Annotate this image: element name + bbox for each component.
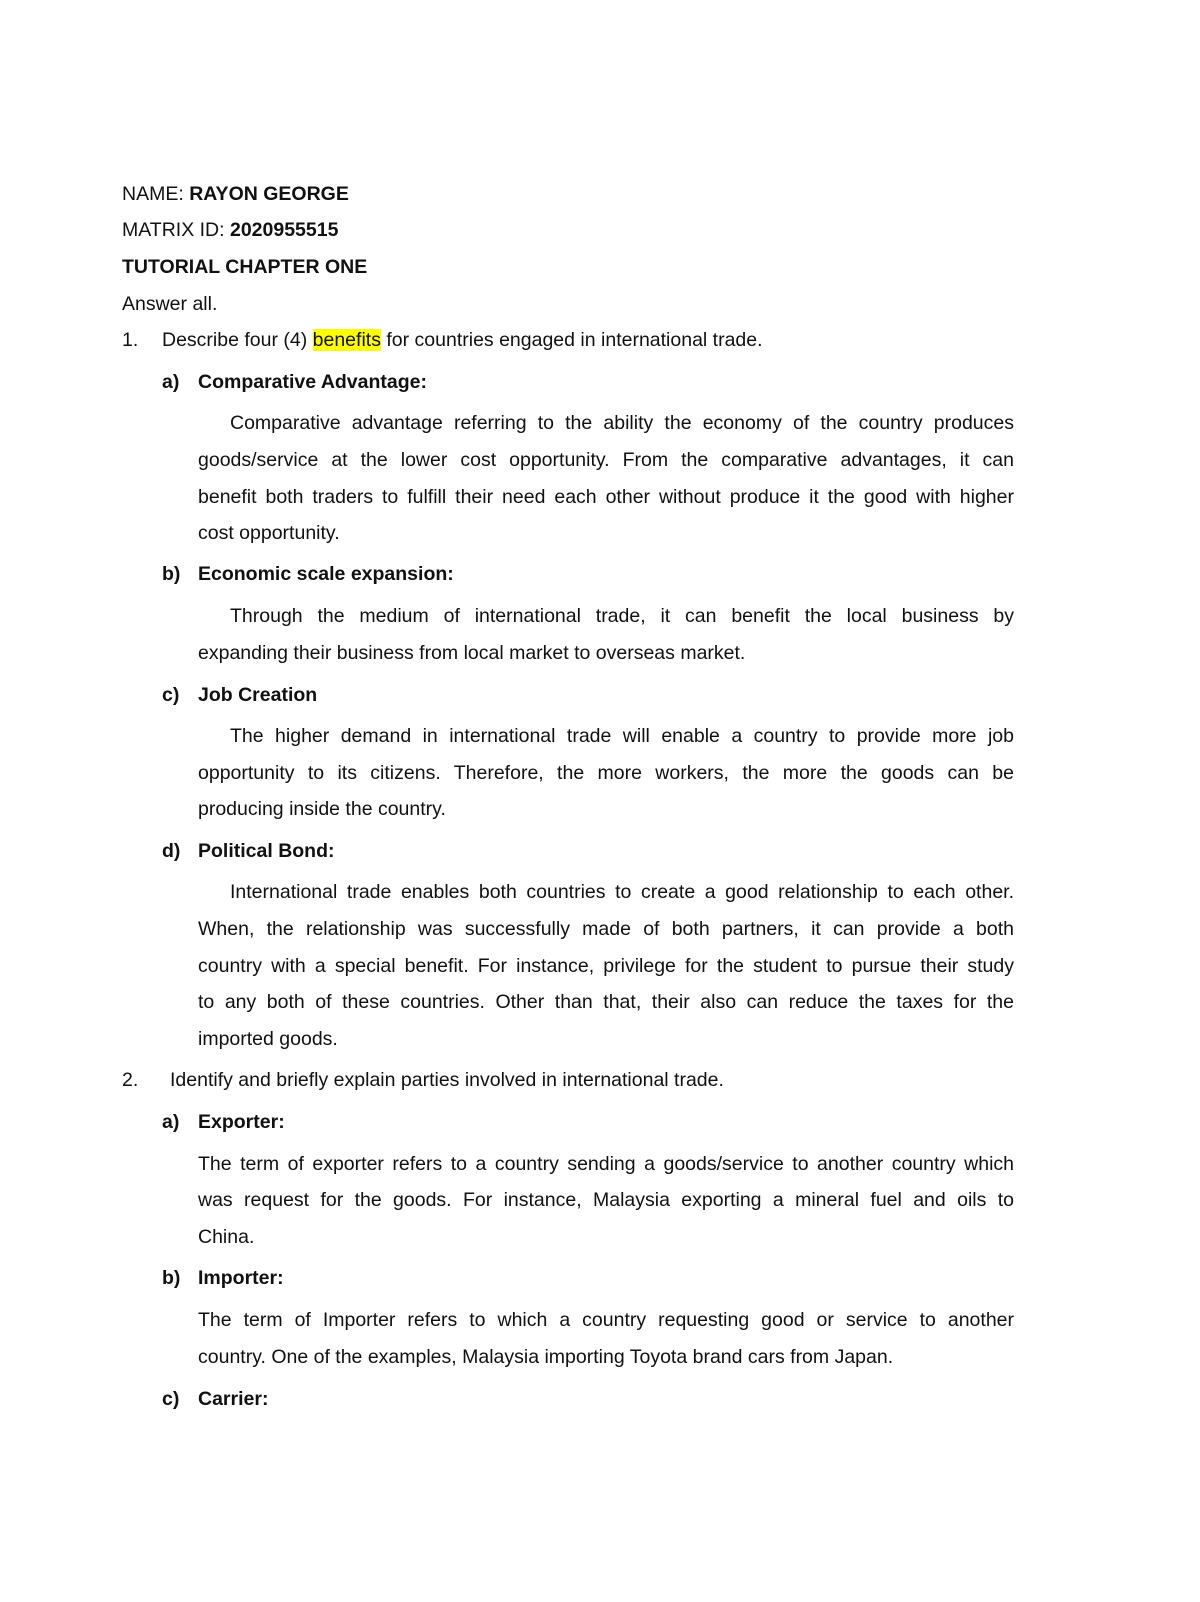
q1c-line-1: The higher demand in international trade will enable a country to provide more job xyxy=(230,725,1014,747)
q2b-line-1: The term of Importer refers to which a country requesting good or service to another xyxy=(198,1309,1014,1331)
q2a-line-1: The term of exporter refers to a country sending a goods/service to another country which xyxy=(198,1153,1014,1175)
instruction-text: Answer all. xyxy=(122,293,218,315)
q1d-line-2: When, the relationship was successfully made of both partners, it can provide a both xyxy=(198,918,1014,940)
q1-highlight: benefits xyxy=(312,329,381,351)
q2c-heading: Carrier: xyxy=(198,1388,269,1410)
q1b-label: b) xyxy=(162,563,181,585)
name-value: RAYON GEORGE xyxy=(189,183,349,205)
q1-number: 1. xyxy=(122,329,139,351)
q2-text: Identify and briefly explain parties involved in international trade. xyxy=(170,1069,724,1091)
name-line xyxy=(122,182,349,206)
q2-number: 2. xyxy=(122,1069,139,1091)
document-title: TUTORIAL CHAPTER ONE xyxy=(122,256,368,278)
matrix-value: 2020955515 xyxy=(229,219,339,241)
q1a-label: a) xyxy=(162,371,180,393)
name-label: NAME: xyxy=(122,183,190,205)
q1a-line-2: goods/service at the lower cost opportunity. From the comparative advantages, it can xyxy=(198,449,1014,471)
q1d-line-1: International trade enables both countries to create a good relationship to each other. xyxy=(230,881,1014,903)
q1d-line-5: imported goods. xyxy=(198,1028,338,1050)
q2a-heading: Exporter: xyxy=(198,1111,285,1133)
q1d-label: d) xyxy=(162,840,181,862)
q2a-line-2: was request for the goods. For instance, Malaysia exporting a mineral fuel and oils to xyxy=(198,1189,1014,1211)
q1d-heading: Political Bond: xyxy=(198,840,335,862)
q1d-line-3: country with a special benefit. For instance, privilege for the student to pursue their study xyxy=(198,955,1014,977)
q1-text-after: for countries engaged in international trade. xyxy=(380,329,763,351)
q1c-heading: Job Creation xyxy=(198,684,318,706)
q1b-line-1: Through the medium of international trade, it can benefit the local business by xyxy=(230,605,1014,627)
q1a-line-1: Comparative advantage referring to the ability the economy of the country produces xyxy=(230,412,1014,434)
q2c-label: c) xyxy=(162,1388,180,1410)
q2b-line-2: country. One of the examples, Malaysia importing Toyota brand cars from Japan. xyxy=(198,1346,894,1368)
q1a-line-3: benefit both traders to fulfill their need each other without produce it the good with higher xyxy=(198,486,1014,508)
q2a-line-3: China. xyxy=(198,1226,255,1248)
matrix-label: MATRIX ID: xyxy=(122,219,230,241)
q2b-label: b) xyxy=(162,1267,181,1289)
q2b-heading: Importer: xyxy=(198,1267,284,1289)
q1a-heading: Comparative Advantage: xyxy=(198,371,428,393)
q2a-label: a) xyxy=(162,1111,180,1133)
q1b-heading: Economic scale expansion: xyxy=(198,563,454,585)
q1a-line-4: cost opportunity. xyxy=(198,522,340,544)
q1c-line-3: producing inside the country. xyxy=(198,798,446,820)
q1d-line-4: to any both of these countries. Other than that, their also can reduce the taxes for the xyxy=(198,991,1014,1013)
matrix-line xyxy=(122,218,338,242)
q1-text-before: Describe four (4) xyxy=(162,329,313,351)
q1-text xyxy=(162,328,763,352)
q1c-line-2: opportunity to its citizens. Therefore, the more workers, the more the goods can be xyxy=(198,762,1014,784)
q1b-line-2: expanding their business from local market to overseas market. xyxy=(198,642,746,664)
q1c-label: c) xyxy=(162,684,180,706)
